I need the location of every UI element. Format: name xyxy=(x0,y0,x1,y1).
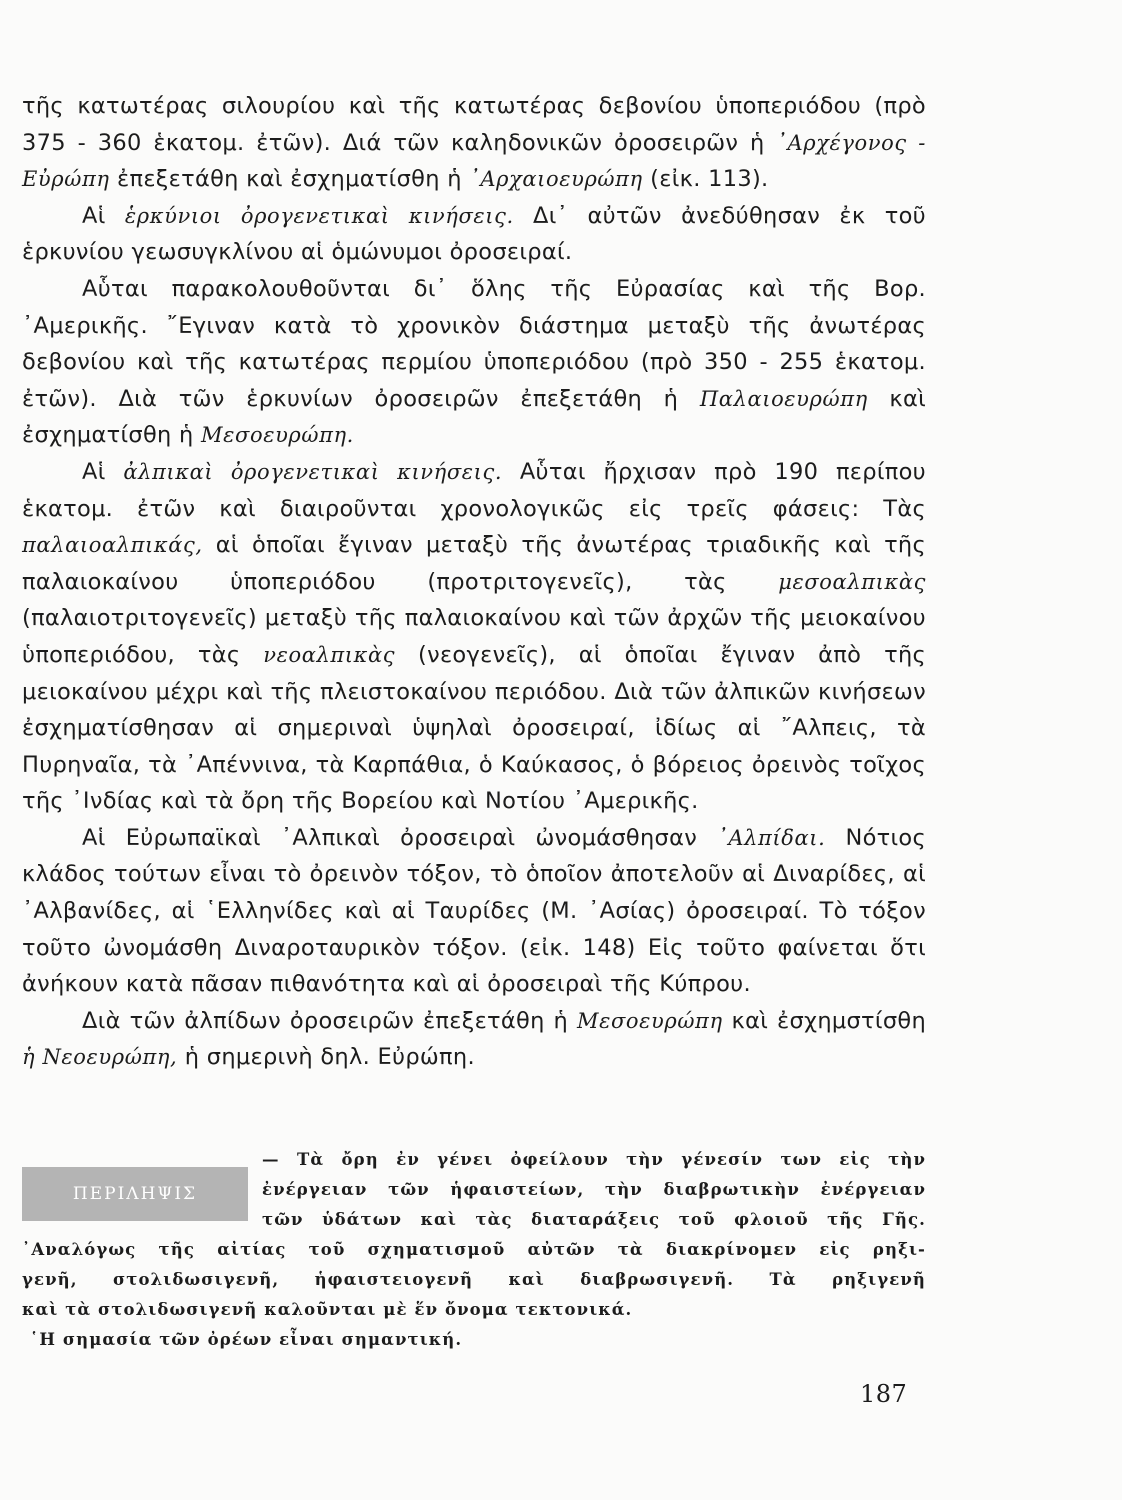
text-segment: Αὗται ἤρχισαν πρὸ 190 περίπου ἑκατομ. ἐτῶν καὶ διαιροῦνται χρονολογικῶς εἰς τρεῖς φάσεις: Τὰς xyxy=(22,458,926,522)
text-segment: Αἱ xyxy=(82,202,125,229)
paragraph-5 xyxy=(22,820,926,1003)
italic-term: παλαιοαλπικάς, xyxy=(22,533,203,558)
text-segment: τῆς κατωτέρας σιλουρίου καὶ τῆς κατωτέρας δεβονίου ὑποπεριόδου (πρὸ 375 - 360 ἑκατομ. ἐτῶν). Διά τῶν καληδονικῶν ὀροσειρῶν ἡ xyxy=(22,93,926,156)
italic-term: Παλαιοευρώπη xyxy=(699,386,868,411)
italic-term: ᾿Αλπίδαι. xyxy=(717,825,826,850)
summary-line: ῾Η σημασία τῶν ὀρέων εἶναι σημαντική. xyxy=(30,1330,463,1349)
text-segment: Αἱ xyxy=(82,458,124,485)
summary-badge: ΠΕΡΙΛΗΨΙΣ xyxy=(22,1167,248,1221)
paragraph-4 xyxy=(22,454,926,820)
summary-line: καὶ τὰ στολιδωσιγενῆ καλοῦνται μὲ ἕν ὄνομα τεκτονικά. xyxy=(22,1300,633,1319)
text-segment: Αὗται παρακολουθοῦνται δι᾿ ὅλης τῆς Εὐρασίας καὶ τῆς Βορ. ᾿Αμερικῆς. ῎Εγιναν κατὰ τὸ χρονικὸν διάστημα μεταξὺ τῆς ἀνωτέρας δεβονίου καὶ τῆς κατωτέρας περμίου ὑποπεριόδου (πρὸ 350 - 255 ἑκατομ. ἐτῶν). Διὰ τῶν ἑρκυνίων ὀροσειρῶν ἐπεξετάθη ἡ xyxy=(22,275,926,412)
italic-term: νεοαλπικὰς xyxy=(263,642,396,667)
summary-line: γενῆ, στολιδωσιγενῆ, ἡφαιστειογενῆ καὶ διαβρωσιγενῆ. Τὰ ρηξιγενῆ xyxy=(22,1270,926,1289)
italic-term: ἑρκύνιοι ὀρογενετικαὶ κινήσεις. xyxy=(124,203,514,228)
summary-line: ᾿Αναλόγως τῆς αἰτίας τοῦ σχηματισμοῦ αὐτῶν τὰ διακρίνομεν εἰς ρηξι- xyxy=(22,1240,926,1259)
paragraph-3 xyxy=(22,271,926,454)
italic-term: Μεσοευρώπη xyxy=(576,1008,723,1033)
text-segment: (παλαιοτριτογενεῖς) μεταξὺ τῆς παλαιοκαίνου καὶ τῶν ἀρχῶν τῆς μειοκαίνου ὑποπεριόδου, τὰς xyxy=(22,605,926,668)
summary-line: τῶν ὑδάτων καὶ τὰς διαταράξεις τοῦ φλοιοῦ τῆς Γῆς. xyxy=(262,1210,926,1229)
text-segment: καὶ ἐσχηματίσθη ἡ xyxy=(22,385,927,449)
summary-body xyxy=(22,1235,926,1355)
italic-term: ἡ Νεοευρώπη, xyxy=(22,1045,178,1070)
text-segment: (νεογενεῖς), αἱ ὁποῖαι ἔγιναν ἀπὸ τῆς μειοκαίνου μέχρι καὶ τῆς πλειστοκαίνου περιόδου. Διὰ τῶν ἀλπικῶν κινήσεων ἐσχηματίσθησαν αἱ σημεριναὶ ὑψηλαὶ ὀροσειραί, ἰδίως αἱ ῎Αλπεις, τὰ Πυρηναῖα, τὰ ᾿Απέννινα, τὰ Καρπάθια, ὁ Καύκασος, ὁ βόρειος ὀρεινὸς τοῖχος τῆς ᾿Ινδίας καὶ τὰ ὄρη τῆς Βορείου καὶ Νοτίου ᾿Αμερικῆς. xyxy=(22,641,927,815)
text-segment: Αἱ Εὐρωπαϊκαὶ ᾿Αλπικαὶ ὀροσειραὶ ὠνομάσθησαν xyxy=(82,824,718,851)
paragraph-2 xyxy=(22,198,926,271)
italic-term: ᾿Αρχέγονος - Εὐρώπη xyxy=(22,130,926,192)
paragraph-6 xyxy=(22,1003,926,1076)
italic-term: Μεσοευρώπη. xyxy=(201,423,354,448)
text-segment: Νότιος κλάδος τούτων εἶναι τὸ ὀρεινὸν τόξον, τὸ ὁποῖον ἀποτελοῦν αἱ Διναρίδες, αἱ ᾿Αλβανίδες, αἱ ῾Ελληνίδες καὶ αἱ Ταυρίδες (Μ. ᾿Ασίας) ὀροσειραί. Τὸ τόξον τοῦτο ὠνομάσθη Διναροταυρικὸν τόξον. (εἰκ. 148) Εἰς τοῦτο φαίνεται ὅτι ἀνήκουν κατὰ πᾶσαν πιθανότητα καὶ αἱ ὀροσειραὶ τῆς Κύπρου. xyxy=(22,824,926,998)
text-segment: Διὰ τῶν ἀλπίδων ὀροσειρῶν ἐπεξετάθη ἡ xyxy=(82,1007,577,1034)
paragraph-1 xyxy=(22,88,926,198)
text-segment: (εἰκ. 113). xyxy=(642,166,769,193)
body-text xyxy=(22,88,926,1076)
italic-term: ᾿Αρχαιοευρώπη xyxy=(469,167,643,192)
text-segment: ἡ σημερινὴ δηλ. Εὐρώπη. xyxy=(177,1044,475,1071)
summary-intro xyxy=(262,1145,926,1235)
text-segment: ἐπεξετάθη καὶ ἐσχηματίσθη ἡ xyxy=(109,166,470,193)
summary-line: ἐνέργειαν τῶν ἡφαιστείων, τὴν διαβρωτικὴν ἐνέργειαν xyxy=(262,1180,926,1199)
summary-line: — Τὰ ὄρη ἐν γένει ὀφείλουν τὴν γένεσίν των εἰς τὴν xyxy=(262,1150,926,1169)
italic-term: ἀλπικαὶ ὀρογενετικαὶ κινήσεις. xyxy=(123,459,503,484)
italic-term: μεσοαλπικὰς xyxy=(778,569,926,594)
page-number: 187 xyxy=(860,1380,908,1408)
text-segment: καὶ ἐσχημστίσθη xyxy=(722,1007,927,1034)
text-segment: αἱ ὁποῖαι ἔγιναν μεταξὺ τῆς ἀνωτέρας τριαδικῆς καὶ τῆς παλαιοκαίνου ὑποπεριόδου (προτριτογενεῖς), τὰς xyxy=(22,532,926,595)
text-segment: Δι᾿ αὐτῶν ἀνεδύθησαν ἐκ τοῦ ἑρκυνίου γεωσυγκλίνου αἱ ὁμώνυμοι ὀροσειραί. xyxy=(22,202,926,266)
